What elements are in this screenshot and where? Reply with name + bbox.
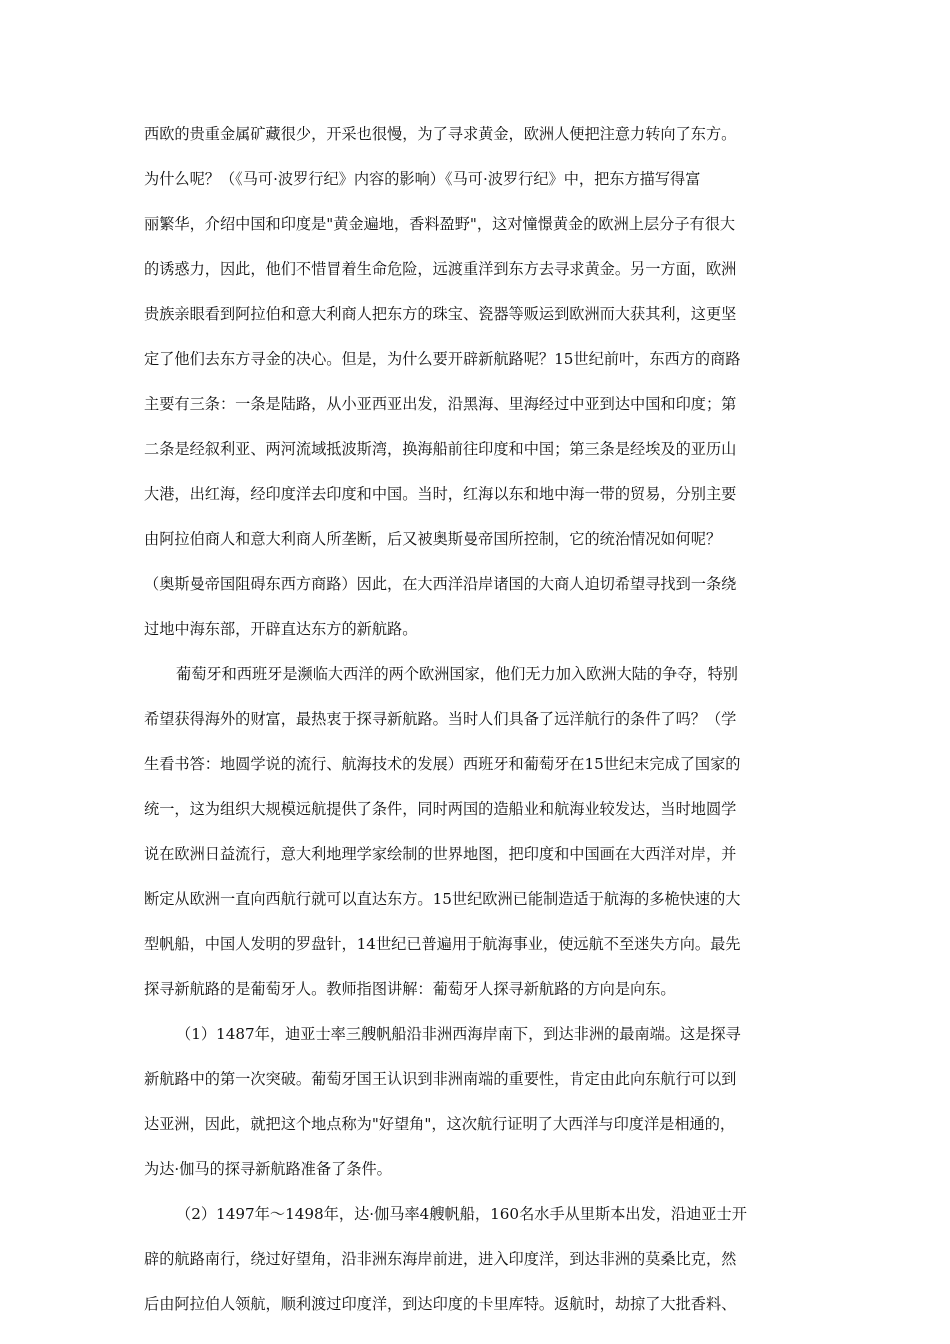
text-line: （奥斯曼帝国阻碍东西方商路）因此，在大西洋沿岸诸国的大商人迫切希望寻找到一条绕 <box>144 575 737 593</box>
text-line: 说在欧洲日益流行，意大利地理学家绘制的世界地图，把印度和中国画在大西洋对岸，并 <box>144 845 737 863</box>
text-line: 型帆船，中国人发明的罗盘针，14世纪已普遍用于航海事业，使远航不至迷失方向。最先 <box>144 935 741 953</box>
text-line: 探寻新航路的是葡萄牙人。教师指图讲解：葡萄牙人探寻新航路的方向是向东。 <box>144 980 676 998</box>
text-line: 辟的航路南行，绕过好望角，沿非洲东海岸前进，进入印度洋，到达非洲的莫桑比克，然 <box>144 1250 737 1268</box>
text-line: 为达·伽马的探寻新航路准备了条件。 <box>144 1160 392 1178</box>
text-line: 贵族亲眼看到阿拉伯和意大利商人把东方的珠宝、瓷器等贩运到欧洲而大获其利，这更坚 <box>144 305 737 323</box>
text-line: 为什么呢？（《马可·波罗行纪》内容的影响）《马可·波罗行纪》中，把东方描写得富 <box>144 170 701 188</box>
text-line: 的诱惑力，因此，他们不惜冒着生命危险，远渡重洋到东方去寻求黄金。另一方面，欧洲 <box>144 260 737 278</box>
text-line: 新航路中的第一次突破。葡萄牙国王认识到非洲南端的重要性，肯定由此向东航行可以到 <box>144 1070 737 1088</box>
text-line: 过地中海东部，开辟直达东方的新航路。 <box>144 620 418 638</box>
text-line: 西欧的贵重金属矿藏很少，开采也很慢，为了寻求黄金，欧洲人便把注意力转向了东方。 <box>144 125 737 143</box>
text-line: 由阿拉伯商人和意大利商人所垄断，后又被奥斯曼帝国所控制，它的统治情况如何呢？ <box>144 530 722 548</box>
text-line: 达亚洲，因此，就把这个地点称为"好望角"，这次航行证明了大西洋与印度洋是相通的， <box>144 1115 736 1133</box>
paragraph-first-line: （2）1497年～1498年，达·伽马率4艘帆船，160名水手从里斯本出发，沿迪亚士开 <box>176 1205 747 1223</box>
text-line: 二条是经叙利亚、两河流域抵波斯湾，换海船前往印度和中国；第三条是经埃及的亚历山 <box>144 440 737 458</box>
text-line: 希望获得海外的财富，最热衷于探寻新航路。当时人们具备了远洋航行的条件了吗？（学 <box>144 710 737 728</box>
text-line: 统一，这为组织大规模远航提供了条件，同时两国的造船业和航海业较发达，当时地圆学 <box>144 800 737 818</box>
paragraph-first-line: 葡萄牙和西班牙是濒临大西洋的两个欧洲国家，他们无力加入欧洲大陆的争夺，特别 <box>176 665 738 683</box>
text-line: 断定从欧洲一直向西航行就可以直达东方。15世纪欧洲已能制造适于航海的多桅快速的大 <box>144 890 741 908</box>
text-line: 大港，出红海，经印度洋去印度和中国。当时，红海以东和地中海一带的贸易，分别主要 <box>144 485 737 503</box>
text-line: 后由阿拉伯人领航，顺利渡过印度洋，到达印度的卡里库特。返航时，劫掠了大批香料、 <box>144 1295 737 1313</box>
text-line: 丽繁华，介绍中国和印度是"黄金遍地，香料盈野"，这对憧憬黄金的欧洲上层分子有很大 <box>144 215 736 233</box>
text-line: 主要有三条：一条是陆路，从小亚西亚出发，沿黑海、里海经过中亚到达中国和印度；第 <box>144 395 737 413</box>
paragraph-first-line: （1）1487年，迪亚士率三艘帆船沿非洲西海岸南下，到达非洲的最南端。这是探寻 <box>176 1025 741 1043</box>
text-line: 生看书答：地圆学说的流行、航海技术的发展）西班牙和葡萄牙在15世纪末完成了国家的 <box>144 755 741 773</box>
text-line: 定了他们去东方寻金的决心。但是，为什么要开辟新航路呢？15世纪前叶，东西方的商路 <box>144 350 741 368</box>
